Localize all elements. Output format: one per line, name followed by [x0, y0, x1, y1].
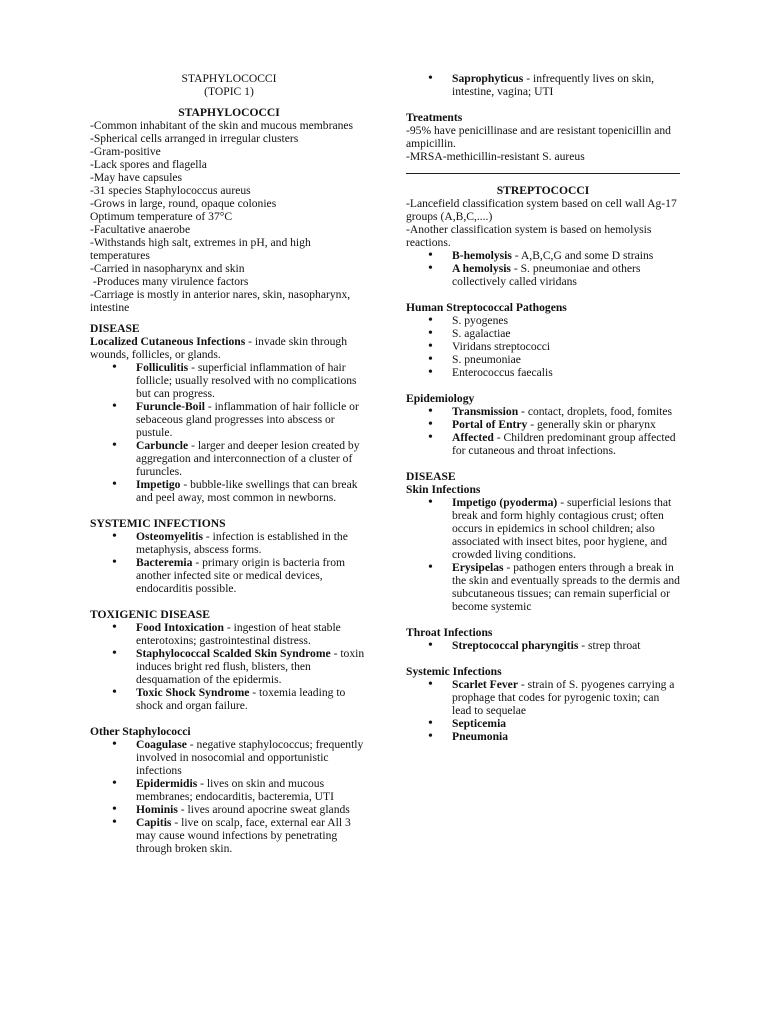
- list-item: [406, 262, 680, 288]
- treatments-heading: Treatments: [406, 111, 463, 124]
- list-item: [90, 478, 368, 504]
- fact-line: -Gram-positive: [90, 145, 161, 158]
- term: Localized Cutaneous Infections: [90, 335, 246, 348]
- list-item: [406, 561, 680, 613]
- fact-line: -Lack spores and flagella: [90, 158, 207, 171]
- list-item: [406, 496, 680, 561]
- treatment-line: -95% have penicillinase and are resistant topenicillin and ampicillin.: [406, 124, 671, 150]
- description: - strep throat: [578, 639, 641, 652]
- description: - ingestion of heat stable enterotoxins; gastrointestinal distress.: [136, 621, 341, 647]
- list-item: [90, 530, 368, 556]
- term: Toxic Shock Syndrome: [136, 686, 250, 699]
- description: - strain of S. pyogenes carrying a prophage that codes for pyrogenic toxin; can lead to sequelae: [452, 678, 675, 717]
- term: Saprophyticus: [452, 72, 524, 85]
- description: - lives on skin and mucous membranes; endocarditis, bacteremia, UTI: [136, 777, 334, 803]
- fact-line: Optimum temperature of 37°C: [90, 210, 233, 223]
- term: A hemolysis: [452, 262, 511, 275]
- description: - superficial lesions that break and form highly contagious crust; often occurs in epidemics in school children; also associated with insect bites, poor hygiene, and crowded living conditions.: [452, 496, 672, 561]
- term: Bacteremia: [136, 556, 193, 569]
- term: Impetigo (pyoderma): [452, 496, 558, 509]
- list-item: [406, 717, 680, 730]
- localized-infections-intro: [90, 335, 368, 361]
- list-item: [90, 621, 368, 647]
- list-item: [90, 647, 368, 686]
- throat-infections-heading: Throat Infections: [406, 626, 493, 639]
- description: - S. pneumoniae and others collectively called viridans: [452, 262, 641, 288]
- description: - negative staphylococcus; frequently involved in nosocomial and opportunistic infections: [136, 738, 364, 777]
- saprophyticus-list: [406, 72, 680, 98]
- description: - superficial inflammation of hair follicle; usually resolved with no complications but can progress.: [136, 361, 357, 400]
- section-divider: [406, 173, 680, 174]
- hemolysis-list: [406, 249, 680, 288]
- term: Coagulase: [136, 738, 187, 751]
- list-item: [90, 361, 368, 400]
- term: Affected: [452, 431, 494, 444]
- term: Carbuncle: [136, 439, 189, 452]
- description: - bubble-like swellings that can break and peel away, most common in newborns.: [136, 478, 358, 504]
- other-staphylococci-heading: Other Staphylococci: [90, 725, 191, 738]
- term: Scarlet Fever: [452, 678, 518, 691]
- strep-line: -Lancefield classification system based on cell wall Ag-17 groups (A,B,C,....): [406, 197, 677, 223]
- localized-infections-list: [90, 361, 368, 504]
- term: Septicemia: [452, 717, 507, 730]
- list-item: [90, 816, 368, 855]
- description: - pathogen enters through a break in the skin and eventually spreads to the dermis and subcutaneous tissues; can remain superficial or become systemic: [452, 561, 680, 613]
- fact-line: -Carried in nasopharynx and skin: [90, 262, 245, 275]
- list-item: [406, 418, 680, 431]
- term: B-hemolysis: [452, 249, 512, 262]
- list-item: [406, 431, 680, 457]
- list-item: [90, 803, 368, 816]
- systemic-infections-heading: SYSTEMIC INFECTIONS: [90, 517, 226, 530]
- epidemiology-heading: Epidemiology: [406, 392, 475, 405]
- term: Erysipelas: [452, 561, 504, 574]
- description: - lives around apocrine sweat glands: [177, 803, 350, 816]
- description: - larger and deeper lesion created by aggregation and interconnection of a cluster of furuncles.: [136, 439, 360, 478]
- list-item: [90, 777, 368, 803]
- description: - toxemia leading to shock and organ failure.: [136, 686, 346, 712]
- list-item: [90, 738, 368, 777]
- skin-infections-list: [406, 496, 680, 613]
- description: - contact, droplets, food, fomites: [518, 405, 673, 418]
- list-item: [90, 439, 368, 478]
- pathogens-heading: Human Streptococcal Pathogens: [406, 301, 567, 314]
- list-item: [406, 639, 680, 652]
- strep-systemic-infections-list: [406, 678, 680, 743]
- fact-line: -May have capsules: [90, 171, 183, 184]
- description: - inflammation of hair follicle or sebaceous gland progresses into abscess or pustule.: [136, 400, 359, 439]
- description: - Children predominant group affected for cutaneous and throat infections.: [452, 431, 676, 457]
- skin-infections-heading: Skin Infections: [406, 483, 481, 496]
- list-item: [90, 556, 368, 595]
- list-item: • Enterococcus faecalis: [406, 366, 680, 379]
- list-item: • Viridans streptococci: [406, 340, 680, 353]
- description: - A,B,C,G and some D strains: [511, 249, 654, 262]
- list-item: [90, 400, 368, 439]
- term: Furuncle-Boil: [136, 400, 205, 413]
- toxigenic-disease-list: [90, 621, 368, 712]
- systemic-infections-heading: Systemic Infections: [406, 665, 502, 678]
- list-item: [406, 730, 680, 743]
- description: - invade skin through wounds, follicles, or glands.: [90, 335, 347, 361]
- section-heading-streptococci: STREPTOCOCCI: [496, 184, 590, 197]
- strep-line: -Another classification system is based on hemolysis reactions.: [406, 223, 652, 249]
- list-item: [406, 72, 680, 98]
- doc-subtitle: (TOPIC 1): [204, 85, 254, 98]
- right-column: [406, 72, 680, 743]
- pathogens-list: [406, 314, 680, 379]
- fact-line: -Common inhabitant of the skin and mucous membranes: [90, 119, 354, 132]
- fact-line: -31 species Staphylococcus aureus: [90, 184, 251, 197]
- section-heading-staphylococci: STAPHYLOCOCCI: [178, 106, 280, 119]
- list-item: • S. agalactiae: [406, 327, 680, 340]
- epidemiology-list: [406, 405, 680, 457]
- term: Portal of Entry: [452, 418, 528, 431]
- fact-line: -Spherical cells arranged in irregular clusters: [90, 132, 299, 145]
- left-column: [90, 72, 368, 855]
- description: - toxin induces bright red flush, blisters, then desquamation of the epidermis.: [136, 647, 365, 686]
- fact-line: -Facultative anaerobe: [90, 223, 191, 236]
- list-item: [406, 405, 680, 418]
- doc-title: STAPHYLOCOCCI: [181, 72, 277, 85]
- strep-disease-heading: DISEASE: [406, 470, 456, 483]
- description: - live on scalp, face, external ear All 3 may cause wound infections by penetrating through broken skin.: [136, 816, 351, 855]
- list-item: [406, 678, 680, 717]
- fact-line: -Produces many virulence factors: [90, 275, 249, 288]
- term: Hominis: [136, 803, 178, 816]
- throat-infections-list: [406, 639, 680, 652]
- term: Epidermidis: [136, 777, 198, 790]
- systemic-infections-list: [90, 530, 368, 595]
- staph-facts: [90, 119, 368, 314]
- term: Pneumonia: [452, 730, 509, 743]
- description: - infection is established in the metaphysis, abscess forms.: [136, 530, 348, 556]
- list-item: • S. pneumoniae: [406, 353, 680, 366]
- description: - primary origin is bacteria from another infected site or medical devices, endocarditis possible.: [136, 556, 346, 595]
- term: Transmission: [452, 405, 519, 418]
- term: Folliculitis: [136, 361, 189, 374]
- term: Streptococcal pharyngitis: [452, 639, 579, 652]
- fact-line: -Withstands high salt, extremes in pH, and high temperatures: [90, 236, 311, 262]
- treatment-line: -MRSA-methicillin-resistant S. aureus: [406, 150, 585, 163]
- term: Staphylococcal Scalded Skin Syndrome: [136, 647, 331, 660]
- list-item: • S. pyogenes: [406, 314, 680, 327]
- term: Food Intoxication: [136, 621, 224, 634]
- list-item: [406, 249, 680, 262]
- disease-heading: DISEASE: [90, 322, 140, 335]
- other-staphylococci-list: [90, 738, 368, 855]
- description: - generally skin or pharynx: [527, 418, 656, 431]
- term: Impetigo: [136, 478, 181, 491]
- toxigenic-disease-heading: TOXIGENIC DISEASE: [90, 608, 210, 621]
- term: Osteomyelitis: [136, 530, 203, 543]
- list-item: [90, 686, 368, 712]
- description: - infrequently lives on skin, intestine, vagina; UTI: [452, 72, 655, 98]
- fact-line: -Grows in large, round, opaque colonies: [90, 197, 277, 210]
- fact-line: -Carriage is mostly in anterior nares, skin, nasopharynx, intestine: [90, 288, 351, 314]
- term: Capitis: [136, 816, 172, 829]
